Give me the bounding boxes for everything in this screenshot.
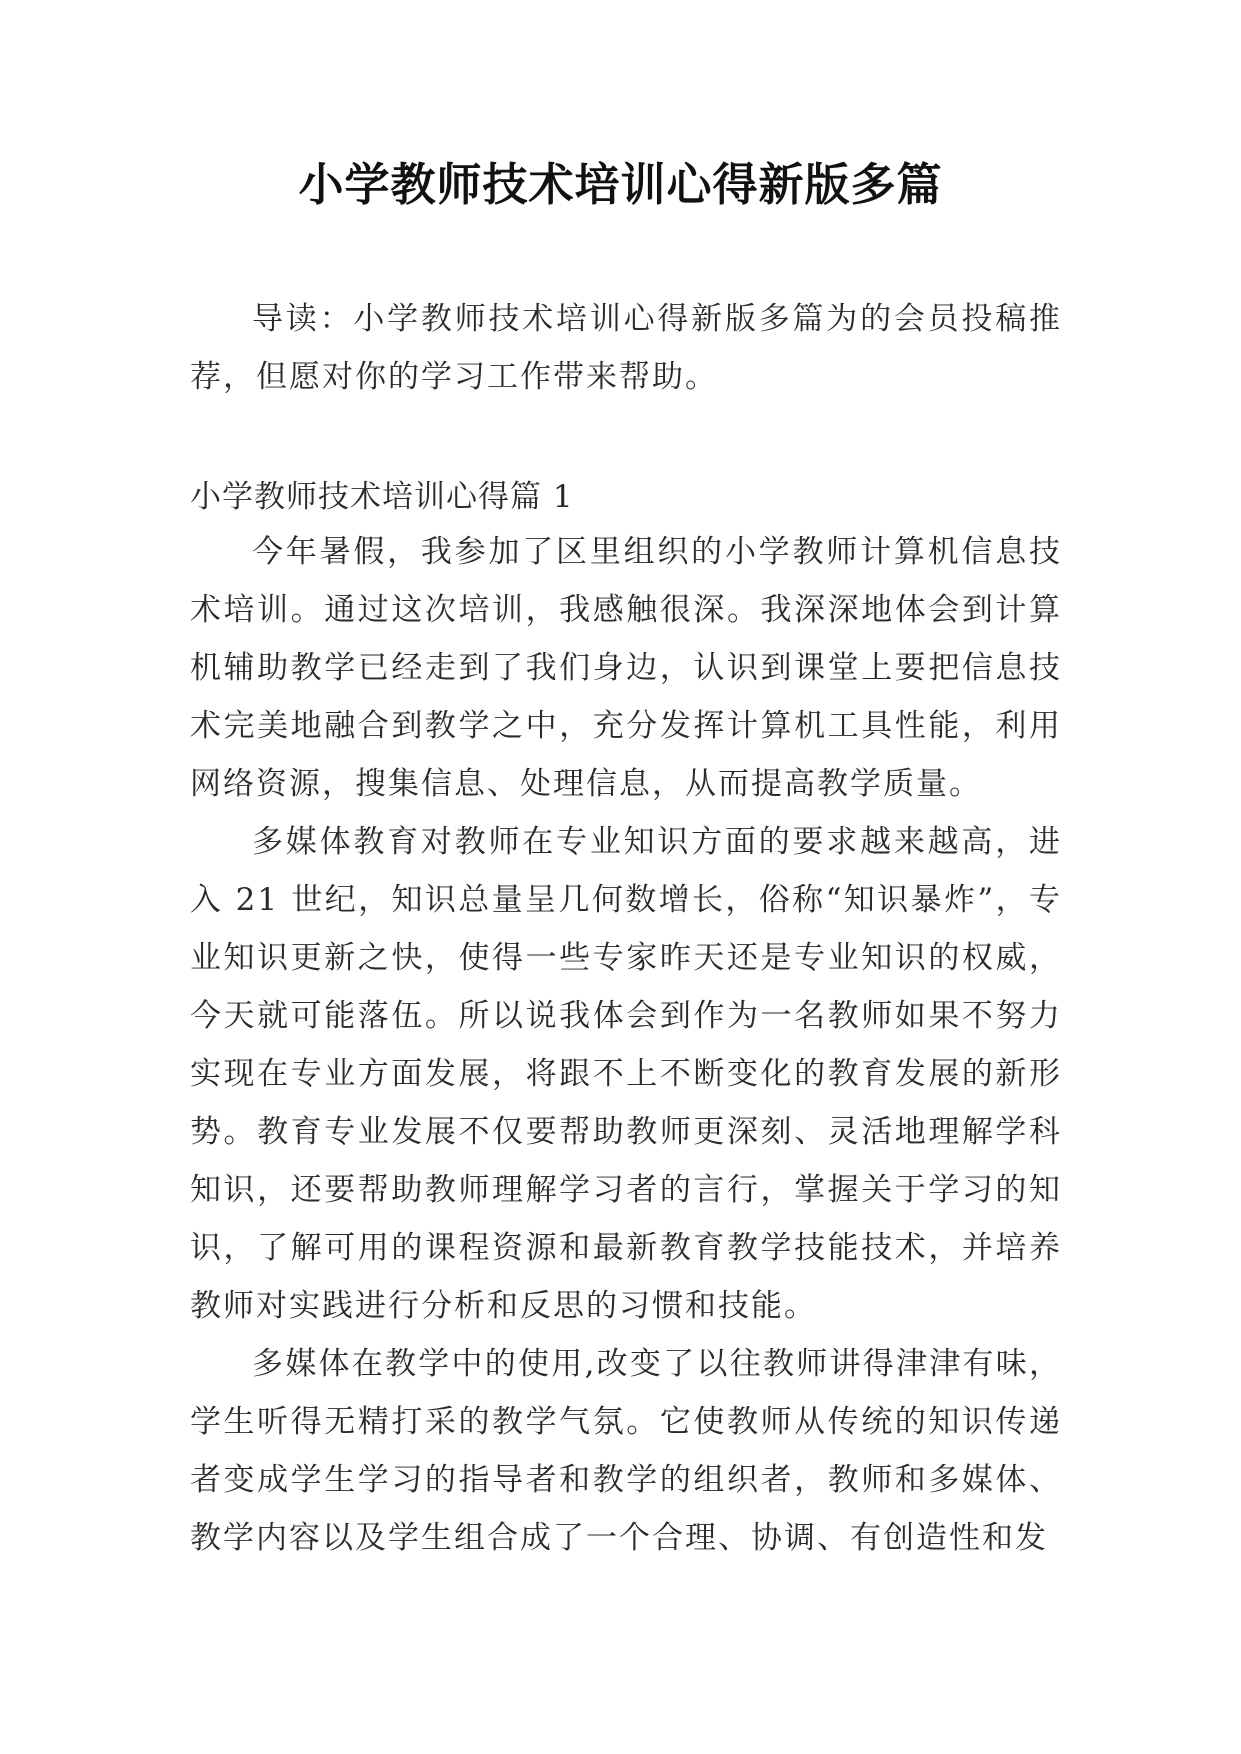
document-title: 小学教师技术培训心得新版多篇 xyxy=(298,158,943,211)
paragraph: 多媒体教育对教师在专业知识方面的要求越来越高，进入 21 世纪，知识总量呈几何数增长，俗称“知识暴炸”，专业知识更新之快，使得一些专家昨天还是专业知识的权威，今天就可能落伍。所以说我体会到作为一名教师如果不努力实现在专业方面发展，将跟不上不断变化的教育发展的新形势。教育专业发展不仅要帮助教师更深刻、灵活地理解学科知识，还要帮助教师理解学习者的言行，掌握关于学习的知识，了解可用的课程资源和最新教育教学技能技术，并培养教师对实践进行分析和反思的习惯和技能。 xyxy=(190,824,1062,1324)
content-block xyxy=(190,523,1062,1567)
paragraph: 多媒体在教学中的使用,改变了以往教师讲得津津有味，学生听得无精打采的教学气氛。它使教师从传统的知识传递者变成学生学习的指导者和教学的组织者，教师和多媒体、教学内容以及学生组合成了一个合理、协调、有创造性和发 xyxy=(190,1346,1062,1556)
section-heading: 小学教师技术培训心得篇 1 xyxy=(190,479,574,515)
paragraph: 今年暑假，我参加了区里组织的小学教师计算机信息技术培训。通过这次培训，我感触很深。我深深地体会到计算机辅助教学已经走到了我们身边，认识到课堂上要把信息技术完美地融合到教学之中，充分发挥计算机工具性能，利用网络资源，搜集信息、处理信息，从而提高教学质量。 xyxy=(190,534,1062,802)
intro-paragraph: 导读：小学教师技术培训心得新版多篇为的会员投稿推荐，但愿对你的学习工作带来帮助。 xyxy=(190,301,1062,395)
intro-block xyxy=(190,290,1062,406)
